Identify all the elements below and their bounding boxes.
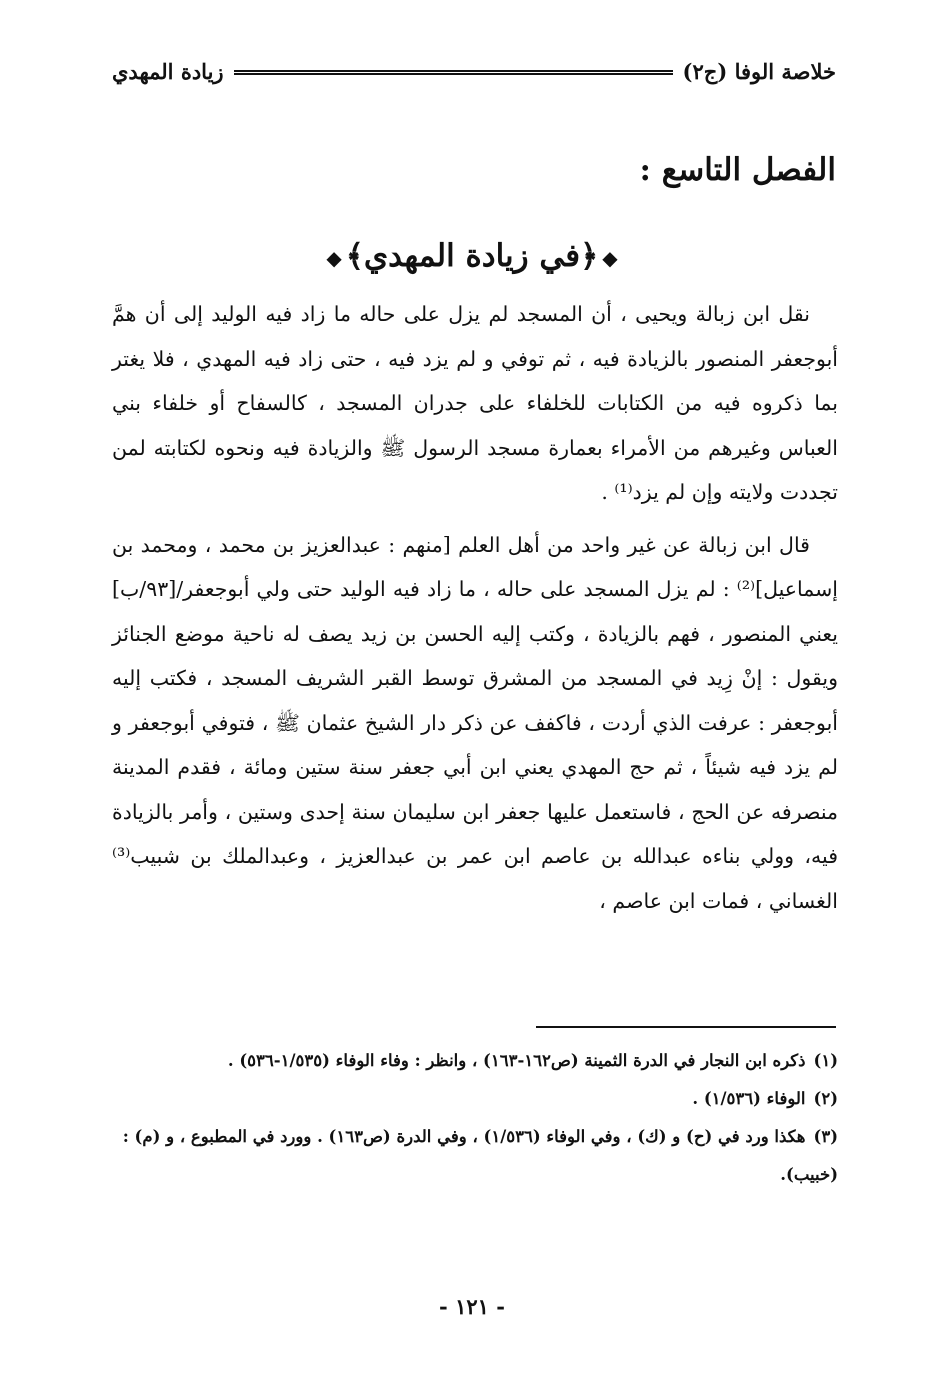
running-header-chapter-name: زيادة المهدي xyxy=(112,59,224,84)
paragraph: نقل ابن زبالة ويحيى ، أن المسجد لم يزل على حاله ما زاد فيه الوليد إلى أن همَّ أبوجعفر المنصور بالزيادة فيه ، ثم توفي و لم يزد فيه ، حتى زاد فيه المهدي ، فلا يغتر بما ذكروه فيه من الكتابات للخلفاء على جدران المسجد ، كالسفاح أو خلفاء بني العباس وغيرهم من الأمراء بعمارة مسجد الرسول ﷺ والزيادة فيه ونحوه لكتابته لمن تجددت ولايته وإن لم يزد⁽¹⁾ . xyxy=(112,302,838,504)
footnote-text: ذكره ابن النجار في الدرة الثمينة (ص١٦٢-١٦٣) ، وانظر : وفاء الوفاء (١/٥٣٥-٥٣٦) . xyxy=(227,1051,806,1070)
footnote xyxy=(112,1118,838,1194)
footnote-text: الوفاء (١/٥٣٦) . xyxy=(692,1089,806,1108)
footnote-number: (١) xyxy=(813,1051,838,1070)
footnotes xyxy=(112,1042,838,1194)
body-text xyxy=(112,292,838,923)
ornament-diamond-icon: ◆ xyxy=(326,245,342,270)
running-header-rule xyxy=(234,70,673,75)
section-title-block: ◆﴿في زيادة المهدي﴾◆ xyxy=(326,238,618,274)
footnote-number: (٣) xyxy=(813,1127,838,1146)
footnote-text: هكذا ورد في (ح) و (ك) ، وفي الوفاء (١/٥٣٦) ، وفي الدرة (ص١٦٣) . وورد في المطبوع ، و (م) : (خبيب). xyxy=(122,1127,838,1184)
section-title: في زيادة المهدي xyxy=(363,238,581,274)
footnote xyxy=(112,1042,838,1080)
ornament-diamond-icon: ◆ xyxy=(602,245,618,270)
chapter-title: الفصل التاسع : xyxy=(639,152,836,188)
page-number: - ١٢١ - xyxy=(439,1294,505,1319)
footnote xyxy=(112,1080,838,1118)
paragraph: قال ابن زبالة عن غير واحد من أهل العلم [منهم : عبدالعزيز بن محمد ، ومحمد بن إسماعيل]⁽²⁾ : لم يزل المسجد على حاله ، ما زاد فيه الوليد حتى ولي أبوجعفر/[٩٣/ب] يعني المنصور ، فهم بالزيادة ، وكتب إليه الحسن بن زيد يصف له ناحية موضع الجنائز ويقول : إنْ زِيد في المسجد من المشرق توسط القبر الشريف المسجد ، فكتب إليه أبوجعفر : عرفت الذي أردت ، فاكفف عن ذكر دار الشيخ عثمان ﷺ ، فتوفي أبوجعفر و لم يزد فيه شيئاً ، ثم حج المهدي يعني ابن أبي جعفر سنة ستين ومائة ، فقدم المدينة منصرفه عن الحج ، فاستعمل عليها جعفر ابن سليمان سنة إحدى وستين ، وأمر بالزيادة فيه، وولي بناءه عبدالله بن عاصم ابن عمر بن عبدالعزيز ، وعبدالملك بن شبيب⁽³⁾ الغساني ، فمات ابن عاصم ، xyxy=(112,532,838,913)
running-header-book-title: خلاصة الوفا (ج٢) xyxy=(682,59,836,84)
running-header xyxy=(112,55,836,89)
footnote-separator xyxy=(536,1026,836,1028)
footnote-number: (٢) xyxy=(813,1089,838,1108)
